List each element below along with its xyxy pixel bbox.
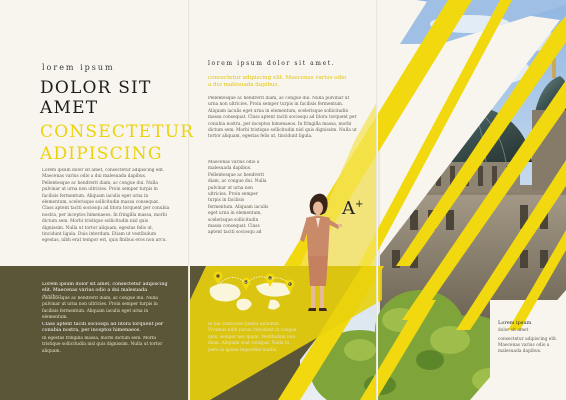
band-heading-2: Class aptent taciti sociosqu ad litora torquent per conubia nostra, per inceptos himenaeos. — [42, 322, 164, 334]
title-line-1: DOLOR SIT — [40, 78, 152, 98]
page-fold-right — [376, 0, 378, 400]
right-caption-body-2: Maecenas varius odio a malesuada dapibus. — [498, 343, 550, 354]
middle-yellow-subhead: consectetur adipiscing elit. Maecenas varius odio a dui malesuada dapibus. — [208, 75, 347, 88]
grade-mark — [342, 198, 363, 219]
right-caption-subtitle: dolor sit amet — [498, 328, 529, 333]
middle-eyebrow: lorem ipsum dolor sit amet. — [208, 60, 336, 67]
band-heading-1: Lorem ipsum dolor sit amet, consectetur adipiscing elit. Maecenas varius odio a dui malesuada — [42, 282, 168, 294]
grade-letter: A — [342, 198, 355, 219]
middle-body-text-2: Maecenas varius odio a malesuada dapibus. Pellentesque ac hendrerit diam, ac congue dui. Nulla pulvinar ut urna non ultricies. Proin semper turpis in facilisis fermentum. Aliquam iaculis eget urna in elementum, scelerisque sollicitudin massa consequat. Class aptent taciti sociosqu ad — [208, 160, 269, 234]
right-caption-body-1: consectetur adipiscing elit. — [498, 337, 558, 342]
middle-body-text-1: Pellentesque ac hendrerit diam, ac congue dui. Nulla pulvinar ut urna non ultricies. Proin semper turpis in facilisis fermentum. Aliquam iaculis eget urna in elementum, scelerisque sollicitudin massa consequat. Class aptent taciti sociosqu ad litora torquent per conubia nostra, per inceptos himenaeos. In fringilla massa, morbi dictum sem. Morbi tristique sollicitudin nisl quis dignissim. Nulla ut tortor aliquam, egestas felis ut, tincidunt ligula. — [208, 96, 357, 140]
grade-plus: + — [355, 199, 364, 210]
title-line-2: AMET — [40, 98, 99, 118]
title-line-4: ADIPISCING — [40, 144, 163, 164]
left-eyebrow: lorem ipsum — [42, 63, 115, 72]
right-caption — [498, 320, 562, 355]
page-fold-left — [188, 0, 190, 400]
left-body-text: Lorem ipsum dolor sit amet, consectetur adipiscing elit. Maecenas varius odio a dui malesuada dapibus. Pellentesque ac hendrerit diam, ac congue dui. Nulla pulvinar ut urna non ultricies. Proin semper turpis in facilisis fermentum. Aliquam iaculis eget urna in elementum, scelerisque sollicitudin massa consequat. Class aptent taciti sociosqu ad litora torquent per conubia nostra, per inceptos himenaeos. In fringilla massa, morbi dictum sem. Morbi tristique sollicitudin nisl quis dignissim. Nulla ut tortor aliquam, egestas felis ut, tincidunt ligula. Duis interdum. Etiam ut vestibulum egestas, nibh erat tempor est, quis finibus eros non arcu. — [42, 168, 170, 244]
title-line-3: CONSECTETUR — [40, 122, 195, 142]
band-body-2: In egestas fringilla massa, morbi dictum sem. Morbi tristique sollicitudin nisl quis dignissim. Nulla ut tortor aliquam. — [42, 336, 163, 354]
middle-band-text: In hac habitasse platea dictumst. Vivamus nibh purus, tincidunt in congue quis, semper nec quam. Vestibulum non diam. Aliquam erat volutpat. Nulla in justo in ipsum imperdiet mattis. — [208, 322, 297, 353]
band-body-1: Pellentesque ac hendrerit diam, ac congue dui. Nulla pulvinar ut urna non ultricies. Proin semper turpis in facilisis fermentum. Aliquam iaculis eget urna in elementum. — [42, 296, 158, 320]
right-caption-title: Lorem ipsum — [498, 320, 532, 326]
